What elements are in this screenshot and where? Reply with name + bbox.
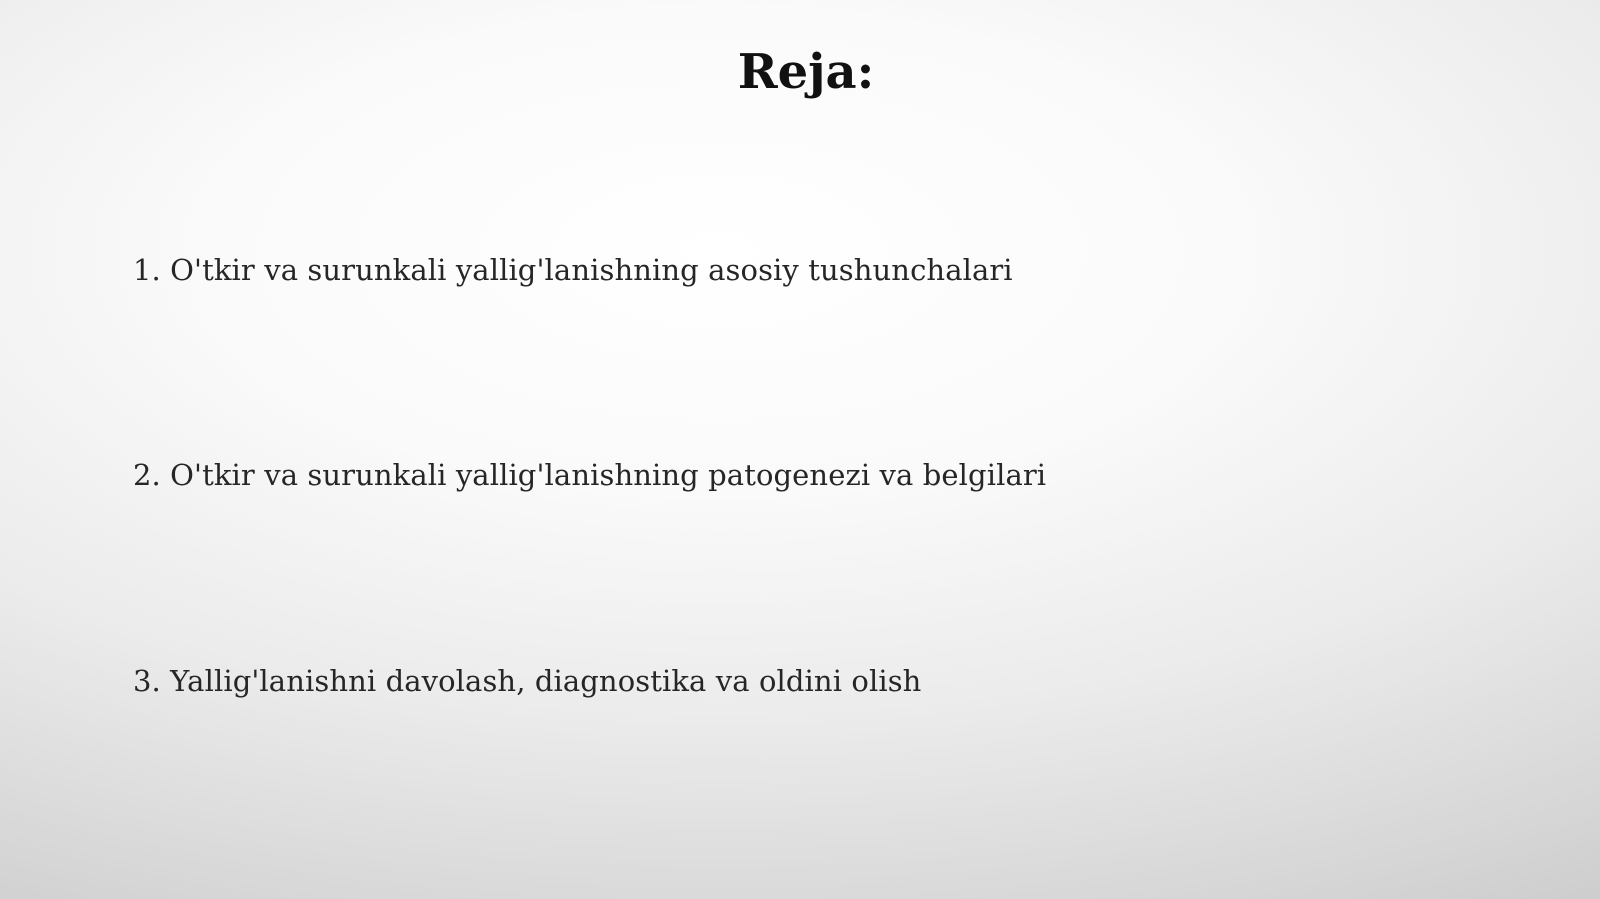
- plan-item-2: 2. O'tkir va surunkali yallig'lanishning patogenezi va belgilari: [133, 458, 1047, 492]
- plan-item-1: 1. O'tkir va surunkali yallig'lanishning asosiy tushunchalari: [133, 253, 1013, 287]
- slide-title: Reja:: [737, 44, 875, 100]
- plan-item-3: 3. Yallig'lanishni davolash, diagnostika va oldini olish: [133, 664, 922, 698]
